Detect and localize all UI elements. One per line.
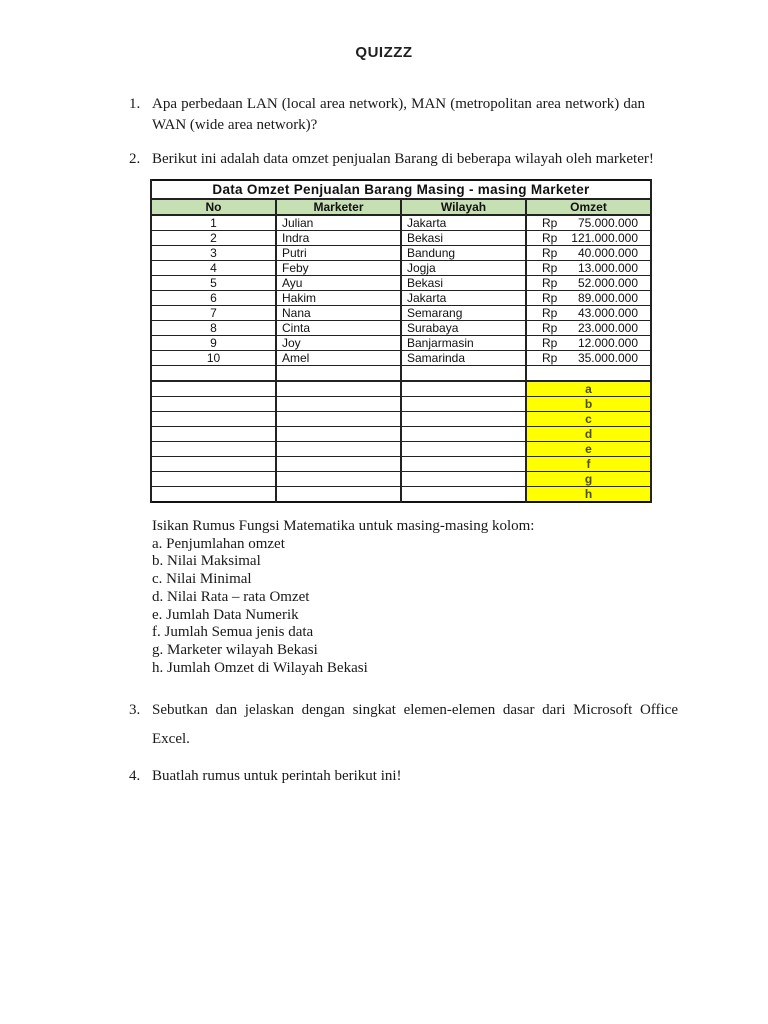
omzet-value: 40.000.000 bbox=[577, 246, 638, 260]
formula-row bbox=[151, 397, 651, 412]
cell-wilayah: Banjarmasin bbox=[401, 336, 526, 351]
instruction-item: f. Jumlah Semua jenis data bbox=[152, 624, 314, 641]
currency-label: Rp bbox=[542, 291, 558, 305]
empty-cell bbox=[276, 381, 401, 397]
cell-wilayah: Surabaya bbox=[401, 321, 526, 336]
table-row bbox=[151, 276, 651, 291]
column-header-marketer: Marketer bbox=[276, 199, 401, 215]
omzet-value: 23.000.000 bbox=[577, 321, 638, 335]
cell-marketer: Julian bbox=[276, 215, 401, 231]
empty-cell bbox=[276, 427, 401, 442]
omzet-value: 89.000.000 bbox=[577, 291, 638, 305]
omzet-value: 13.000.000 bbox=[577, 261, 638, 275]
cell-marketer: Nana bbox=[276, 306, 401, 321]
empty-cell bbox=[151, 442, 276, 457]
empty-cell bbox=[276, 442, 401, 457]
cell-wilayah: Semarang bbox=[401, 306, 526, 321]
cell-wilayah: Jakarta bbox=[401, 215, 526, 231]
table-row bbox=[151, 351, 651, 366]
instruction-item: h. Jumlah Omzet di Wilayah Bekasi bbox=[152, 659, 368, 676]
empty-cell bbox=[401, 442, 526, 457]
cell-omzet bbox=[526, 291, 651, 306]
question-text-line: Excel. bbox=[152, 731, 190, 747]
cell-omzet bbox=[526, 215, 651, 231]
empty-cell bbox=[276, 412, 401, 427]
currency-label: Rp bbox=[542, 276, 558, 290]
question-3 bbox=[129, 696, 678, 754]
cell-omzet bbox=[526, 261, 651, 276]
cell-omzet bbox=[526, 246, 651, 261]
empty-cell bbox=[151, 487, 276, 503]
omzet-value: 52.000.000 bbox=[577, 276, 638, 290]
cell-marketer: Feby bbox=[276, 261, 401, 276]
currency-label: Rp bbox=[542, 261, 558, 275]
omzet-value: 75.000.000 bbox=[577, 216, 638, 230]
table-row bbox=[151, 246, 651, 261]
question-text-line: WAN (wide area network)? bbox=[152, 117, 318, 133]
empty-cell bbox=[151, 427, 276, 442]
instruction-item: a. Penjumlahan omzet bbox=[152, 535, 285, 552]
empty-cell bbox=[401, 397, 526, 412]
instruction-item: g. Marketer wilayah Bekasi bbox=[152, 641, 318, 658]
cell-no: 2 bbox=[151, 231, 276, 246]
question-text-line: Buatlah rumus untuk perintah berikut ini! bbox=[152, 768, 402, 784]
empty-cell bbox=[401, 381, 526, 397]
table-row bbox=[151, 261, 651, 276]
currency-label: Rp bbox=[542, 321, 558, 335]
instructions-block bbox=[152, 518, 534, 677]
currency-label: Rp bbox=[542, 336, 558, 350]
cell-no: 7 bbox=[151, 306, 276, 321]
formula-letter-cell: a bbox=[526, 381, 651, 397]
empty-cell bbox=[276, 397, 401, 412]
formula-row bbox=[151, 487, 651, 503]
cell-omzet bbox=[526, 321, 651, 336]
question-2 bbox=[129, 149, 672, 170]
omzet-table bbox=[150, 179, 652, 503]
cell-no: 8 bbox=[151, 321, 276, 336]
cell-no: 9 bbox=[151, 336, 276, 351]
empty-cell bbox=[151, 457, 276, 472]
question-text-line: Berikut ini adalah data omzet penjualan Barang di beberapa wilayah oleh marketer! bbox=[152, 151, 654, 167]
cell-no: 5 bbox=[151, 276, 276, 291]
document-title: QUIZZZ bbox=[355, 44, 413, 61]
cell-omzet bbox=[526, 231, 651, 246]
cell-marketer: Hakim bbox=[276, 291, 401, 306]
empty-cell bbox=[151, 412, 276, 427]
table-row bbox=[151, 215, 651, 231]
omzet-value: 43.000.000 bbox=[577, 306, 638, 320]
formula-row bbox=[151, 442, 651, 457]
formula-letter-cell: f bbox=[526, 457, 651, 472]
currency-label: Rp bbox=[542, 216, 558, 230]
question-4 bbox=[129, 766, 672, 787]
cell-marketer: Indra bbox=[276, 231, 401, 246]
spacer-row bbox=[151, 366, 651, 382]
formula-row bbox=[151, 472, 651, 487]
question-number: 3. bbox=[129, 702, 141, 718]
formula-letter-cell: g bbox=[526, 472, 651, 487]
column-header-omzet: Omzet bbox=[526, 199, 651, 215]
currency-label: Rp bbox=[542, 231, 558, 245]
cell-no: 10 bbox=[151, 351, 276, 366]
instruction-item: e. Jumlah Data Numerik bbox=[152, 606, 299, 623]
currency-label: Rp bbox=[542, 351, 558, 365]
empty-cell bbox=[151, 472, 276, 487]
cell-marketer: Putri bbox=[276, 246, 401, 261]
empty-cell bbox=[401, 472, 526, 487]
empty-cell bbox=[151, 366, 276, 382]
cell-marketer: Joy bbox=[276, 336, 401, 351]
cell-marketer: Ayu bbox=[276, 276, 401, 291]
cell-wilayah: Bekasi bbox=[401, 231, 526, 246]
formula-row bbox=[151, 427, 651, 442]
column-header-wilayah: Wilayah bbox=[401, 199, 526, 215]
formula-letter-cell: c bbox=[526, 412, 651, 427]
empty-cell bbox=[276, 366, 401, 382]
cell-omzet bbox=[526, 336, 651, 351]
cell-omzet bbox=[526, 306, 651, 321]
question-1 bbox=[129, 94, 645, 136]
cell-omzet bbox=[526, 276, 651, 291]
table-row bbox=[151, 291, 651, 306]
instructions-intro: Isikan Rumus Fungsi Matematika untuk masing-masing kolom: bbox=[152, 518, 535, 534]
question-number: 4. bbox=[129, 768, 141, 784]
omzet-value: 35.000.000 bbox=[577, 351, 638, 365]
omzet-value: 121.000.000 bbox=[571, 231, 638, 245]
instruction-item: d. Nilai Rata – rata Omzet bbox=[152, 588, 310, 605]
question-text-line: Apa perbedaan LAN (local area network), MAN (metropolitan area network) dan bbox=[152, 96, 645, 112]
empty-cell bbox=[401, 457, 526, 472]
formula-letter-cell: e bbox=[526, 442, 651, 457]
empty-cell bbox=[151, 381, 276, 397]
formula-letter-cell: h bbox=[526, 487, 651, 503]
empty-cell bbox=[401, 412, 526, 427]
cell-wilayah: Bekasi bbox=[401, 276, 526, 291]
formula-row bbox=[151, 412, 651, 427]
formula-row bbox=[151, 457, 651, 472]
table-title-row bbox=[151, 180, 651, 199]
cell-omzet bbox=[526, 351, 651, 366]
empty-cell bbox=[401, 366, 526, 382]
table-row bbox=[151, 321, 651, 336]
currency-label: Rp bbox=[542, 246, 558, 260]
table-title-cell: Data Omzet Penjualan Barang Masing - masing Marketer bbox=[151, 180, 651, 199]
cell-wilayah: Jakarta bbox=[401, 291, 526, 306]
instruction-item: b. Nilai Maksimal bbox=[152, 553, 261, 570]
cell-wilayah: Jogja bbox=[401, 261, 526, 276]
formula-row bbox=[151, 381, 651, 397]
formula-letter-cell: d bbox=[526, 427, 651, 442]
currency-label: Rp bbox=[542, 306, 558, 320]
empty-cell bbox=[276, 457, 401, 472]
empty-cell bbox=[276, 472, 401, 487]
question-text-line: Sebutkan dan jelaskan dengan singkat elemen-elemen dasar dari Microsoft Office bbox=[152, 702, 678, 718]
table-row bbox=[151, 231, 651, 246]
table-row bbox=[151, 306, 651, 321]
cell-marketer: Cinta bbox=[276, 321, 401, 336]
column-header-no: No bbox=[151, 199, 276, 215]
cell-no: 4 bbox=[151, 261, 276, 276]
instruction-list bbox=[152, 536, 534, 678]
cell-no: 6 bbox=[151, 291, 276, 306]
empty-cell bbox=[151, 397, 276, 412]
cell-no: 3 bbox=[151, 246, 276, 261]
instruction-item: c. Nilai Minimal bbox=[152, 571, 252, 588]
empty-cell bbox=[401, 487, 526, 503]
cell-wilayah: Bandung bbox=[401, 246, 526, 261]
empty-cell bbox=[401, 427, 526, 442]
question-number: 2. bbox=[129, 151, 141, 167]
table-row bbox=[151, 336, 651, 351]
cell-no: 1 bbox=[151, 215, 276, 231]
empty-cell bbox=[276, 487, 401, 503]
table-header-row bbox=[151, 199, 651, 215]
omzet-value: 12.000.000 bbox=[577, 336, 638, 350]
formula-letter-cell: b bbox=[526, 397, 651, 412]
cell-marketer: Amel bbox=[276, 351, 401, 366]
omzet-table-body bbox=[151, 180, 651, 502]
empty-cell bbox=[526, 366, 651, 382]
cell-wilayah: Samarinda bbox=[401, 351, 526, 366]
question-number: 1. bbox=[129, 96, 141, 112]
